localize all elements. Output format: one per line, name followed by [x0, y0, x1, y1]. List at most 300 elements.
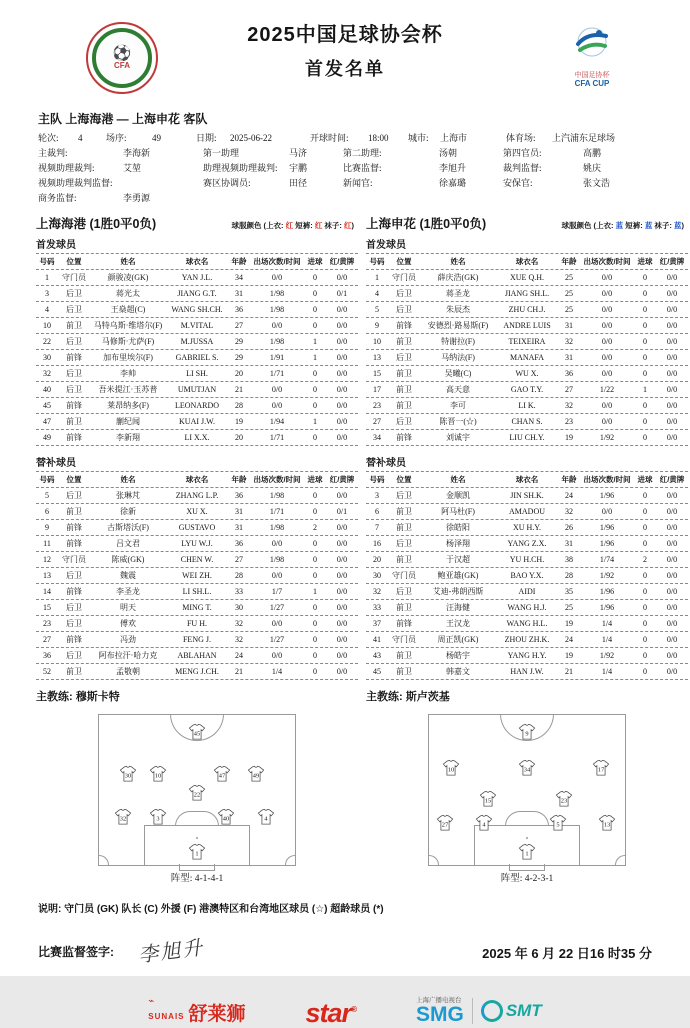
col-header: 进球 [307, 256, 323, 266]
cell-num: 14 [43, 586, 51, 596]
home-formation-pitch [98, 714, 296, 866]
cell-goals: 0 [313, 602, 317, 612]
cell-cards: 0/0 [666, 368, 678, 378]
col-header: 年龄 [231, 256, 247, 266]
player-row [36, 302, 358, 318]
cell-apps: 1/7 [271, 586, 283, 596]
player-shirt-3 [149, 809, 167, 825]
cell-goals: 0 [313, 554, 317, 564]
kit-label: 球服颜色 ( [231, 221, 267, 230]
cell-jersey: MENG J.CH. [175, 666, 219, 676]
col-header: 年龄 [561, 474, 577, 484]
cell-goals: 1 [313, 586, 317, 596]
cell-apps: 1/98 [269, 304, 285, 314]
cell-name: 吴曦(C) [444, 368, 472, 378]
cell-goals: 0 [643, 570, 647, 580]
cell-cards: 0/0 [666, 336, 678, 346]
cell-jersey: KUAI J.W. [179, 416, 215, 426]
svg-text:32: 32 [119, 815, 126, 823]
player-row [36, 286, 358, 302]
player-row [36, 334, 358, 350]
info-value: 李海新 [123, 148, 151, 158]
svg-text:47: 47 [219, 772, 226, 780]
info-value: 上海市 [440, 133, 468, 143]
info-value: 徐嘉璐 [439, 178, 467, 188]
cell-age: 25 [565, 288, 573, 298]
cell-num: 41 [373, 634, 381, 644]
info-label: 赛区协调员: [203, 178, 251, 188]
cell-goals: 1 [643, 384, 647, 394]
cell-num: 7 [375, 522, 379, 532]
cell-name: 汪海健 [446, 602, 470, 612]
smg-block [416, 997, 464, 1025]
cell-age: 26 [565, 522, 573, 532]
cell-pos: 后卫 [396, 538, 412, 548]
cell-num: 9 [375, 320, 379, 330]
cell-num: 5 [375, 304, 379, 314]
cell-goals: 2 [313, 522, 317, 532]
cell-jersey: HAN J.W. [510, 666, 544, 676]
cell-age: 36 [235, 304, 243, 314]
cell-cards: 0/0 [336, 368, 348, 378]
cell-cards: 0/0 [666, 490, 678, 500]
cell-apps: 1/96 [599, 490, 615, 500]
smt-wordmark: SMT [505, 1001, 542, 1020]
col-header: 位置 [66, 474, 82, 484]
cell-apps: 1/71 [269, 506, 285, 516]
cell-goals: 0 [313, 288, 317, 298]
cell-goals: 0 [643, 352, 647, 362]
cell-num: 5 [45, 490, 49, 500]
cell-cards: 0/0 [336, 416, 348, 426]
cell-num: 10 [43, 320, 51, 330]
info-label: 商务监督: [38, 193, 77, 203]
cell-jersey: WANG SH.CH. [171, 304, 223, 314]
cell-goals: 0 [643, 666, 647, 676]
cell-num: 37 [373, 618, 381, 628]
cell-pos: 前锋 [66, 634, 82, 644]
player-row [366, 350, 688, 366]
formation-prefix: 阵型: [170, 874, 193, 884]
cell-age: 25 [565, 272, 573, 282]
cell-num: 4 [375, 288, 379, 298]
svg-text:27: 27 [441, 821, 448, 829]
cell-cards: 0/0 [336, 586, 348, 596]
player-row [36, 270, 358, 286]
cell-num: 36 [43, 650, 51, 660]
cell-apps: 0/0 [601, 336, 613, 346]
page-title: 2025中国足球协会杯 [247, 24, 443, 46]
cell-goals: 0 [643, 432, 647, 442]
col-header: 姓名 [450, 256, 466, 266]
cell-goals: 0 [313, 432, 317, 442]
cell-cards: 0/1 [336, 288, 348, 298]
home-coach-label: 主教练: [36, 691, 73, 703]
cell-pos: 后卫 [66, 602, 82, 612]
cell-age: 19 [235, 416, 243, 426]
smt-circle-icon [481, 1000, 503, 1022]
kit-part-label: 短裤: [293, 221, 315, 230]
cell-apps: 1/96 [599, 602, 615, 612]
cell-jersey: M.VITAL [180, 320, 214, 330]
svg-text:49: 49 [252, 772, 259, 780]
cell-goals: 0 [643, 650, 647, 660]
player-shirt-10 [442, 760, 460, 776]
cell-apps: 1/98 [269, 490, 285, 500]
cell-jersey: YAN J.L. [181, 272, 213, 282]
cell-name: 莱昂纳多(F) [107, 400, 149, 410]
cell-goals: 0 [313, 490, 317, 500]
cell-age: 32 [565, 400, 573, 410]
player-row [36, 520, 358, 536]
cell-jersey: WU X. [515, 368, 539, 378]
cell-num: 3 [375, 490, 379, 500]
cell-cards: 0/0 [336, 554, 348, 564]
cell-cards: 0/0 [666, 618, 678, 628]
cell-age: 20 [235, 368, 243, 378]
cell-jersey: ZHANG L.P. [175, 490, 219, 500]
cell-apps: 0/0 [271, 570, 283, 580]
football-icon: ⚽ [112, 45, 132, 62]
home-starters-label: 首发球员 [36, 240, 76, 251]
cell-cards: 0/1 [336, 506, 348, 516]
cell-cards: 0/0 [336, 538, 348, 548]
away-formation-value: 4-2-3-1 [524, 874, 554, 884]
player-shirt-4 [475, 815, 493, 831]
info-label: 视频助理裁判: [38, 163, 95, 173]
info-label: 第四官员: [503, 148, 542, 158]
cup-ball-icon [572, 24, 612, 64]
cell-cards: 0/0 [666, 320, 678, 330]
kit-color-value: 蓝 [615, 221, 624, 230]
col-header: 号码 [39, 256, 55, 266]
sunais-en-text: SUNAIS [148, 1012, 185, 1021]
cell-goals: 0 [313, 384, 317, 394]
cell-age: 34 [235, 272, 243, 282]
matchup-line: 主队 上海海港 — 上海申花 客队 [38, 112, 208, 126]
info-value: 上汽浦东足球场 [552, 133, 616, 143]
cell-age: 35 [565, 586, 573, 596]
cell-name: 王汉龙 [446, 618, 470, 628]
cell-name: 于汉超 [446, 554, 470, 564]
cell-goals: 2 [643, 554, 647, 564]
cell-cards: 0/0 [666, 352, 678, 362]
info-label: 助理视频助理裁判: [203, 163, 278, 173]
cell-pos: 前锋 [66, 522, 82, 532]
cell-cards: 0/0 [336, 320, 348, 330]
info-label: 轮次: [38, 133, 59, 143]
player-row [366, 286, 688, 302]
cell-age: 21 [565, 666, 573, 676]
cell-jersey: XU X. [186, 506, 208, 516]
penalty-arc [505, 811, 549, 826]
player-row [366, 616, 688, 632]
cell-num: 45 [43, 400, 51, 410]
cell-apps: 1/98 [269, 336, 285, 346]
cell-num: 23 [43, 618, 51, 628]
cell-apps: 1/4 [601, 618, 613, 628]
cell-name: 蒋光太 [116, 288, 140, 298]
player-row [366, 568, 688, 584]
cell-name: 金顺凯 [446, 490, 470, 500]
smt-block [481, 1000, 542, 1022]
player-shirt-5 [549, 815, 567, 831]
cell-name: 李帅 [120, 368, 136, 378]
cell-goals: 0 [643, 304, 647, 314]
kit-part-label: 袜子: [652, 221, 674, 230]
info-value: 姚庆 [583, 163, 602, 173]
cell-name: 刘诚宇 [446, 432, 470, 442]
cell-apps: 1/4 [601, 666, 613, 676]
cell-name: 杨泽翔 [446, 538, 470, 548]
col-header: 姓名 [120, 256, 136, 266]
cell-jersey: LI K. [518, 400, 536, 410]
svg-text:5: 5 [556, 821, 560, 829]
cell-num: 32 [43, 368, 51, 378]
home-subs-label: 替补球员 [36, 458, 76, 469]
info-label: 第二助理: [343, 148, 382, 158]
corner-arc-right [615, 855, 625, 865]
cell-pos: 前锋 [66, 538, 82, 548]
away-formation-label [366, 870, 688, 884]
cfa-association-logo [86, 22, 158, 94]
player-shirt-10 [149, 766, 167, 782]
svg-text:3: 3 [156, 815, 160, 823]
cell-pos: 前锋 [396, 432, 412, 442]
cell-age: 32 [565, 336, 573, 346]
col-header: 位置 [66, 256, 82, 266]
player-row [36, 536, 358, 552]
cell-jersey: MING T. [182, 602, 212, 612]
svg-text:30: 30 [125, 772, 132, 780]
cell-jersey: LYU W.J. [181, 538, 213, 548]
cell-pos: 后卫 [396, 352, 412, 362]
cell-goals: 0 [313, 506, 317, 516]
info-value: 李勇源 [123, 193, 151, 203]
player-shirt-30 [119, 766, 137, 782]
cell-num: 33 [373, 602, 381, 612]
cell-cards: 0/0 [666, 384, 678, 394]
info-value: 宇鹏 [289, 163, 308, 173]
away-subs-table [366, 471, 688, 680]
svg-text:4: 4 [482, 821, 486, 829]
cell-num: 6 [45, 506, 49, 516]
cell-goals: 0 [313, 666, 317, 676]
cell-pos: 前锋 [66, 432, 82, 442]
cell-num: 4 [45, 304, 49, 314]
kit-color-value: 红 [285, 221, 294, 230]
cell-goals: 0 [643, 506, 647, 516]
cell-age: 31 [565, 538, 573, 548]
home-formation-label [36, 870, 358, 884]
formation-prefix: 阵型: [500, 874, 523, 884]
kit-close: ) [681, 221, 684, 230]
info-label: 城市: [408, 133, 429, 143]
cell-num: 9 [45, 522, 49, 532]
cell-apps: 0/0 [601, 416, 613, 426]
cell-goals: 0 [313, 634, 317, 644]
cell-jersey: XUE Q.H. [510, 272, 544, 282]
cell-goals: 0 [643, 368, 647, 378]
player-row [36, 600, 358, 616]
cell-goals: 0 [313, 618, 317, 628]
player-row [36, 366, 358, 382]
cell-jersey: ZHOU ZH.K. [504, 634, 550, 644]
player-row [366, 430, 688, 446]
cell-age: 32 [235, 634, 243, 644]
corner-arc-right [285, 855, 295, 865]
cell-num: 47 [43, 416, 51, 426]
svg-text:34: 34 [523, 766, 531, 774]
cell-goals: 0 [643, 586, 647, 596]
star-wordmark: star [305, 997, 352, 1028]
cell-pos: 后卫 [66, 490, 82, 500]
kit-color-value: 红 [314, 221, 323, 230]
home-formation-value: 4-1-4-1 [194, 874, 224, 884]
cell-jersey: YU H.CH. [509, 554, 545, 564]
kit-color-value: 蓝 [644, 221, 653, 230]
cell-cards: 0/0 [666, 288, 678, 298]
info-value: 李旭升 [439, 163, 467, 173]
cell-jersey: AIDI [518, 586, 536, 596]
cell-name: 薛庆浩(GK) [437, 272, 479, 282]
cell-name: 蒯纪闻 [116, 416, 140, 426]
away-coach-name: 斯卢茨基 [405, 691, 450, 703]
cell-goals: 1 [313, 416, 317, 426]
info-label: 主裁判: [38, 148, 68, 158]
corner-arc-left [429, 855, 439, 865]
cell-pos: 后卫 [66, 336, 82, 346]
col-header: 姓名 [450, 474, 466, 484]
svg-text:9: 9 [525, 730, 529, 738]
cell-age: 28 [565, 570, 573, 580]
player-shirt-45 [188, 724, 206, 740]
cell-name: 冯劲 [120, 634, 136, 644]
cell-apps: 1/96 [599, 586, 615, 596]
kit-label: 球服颜色 ( [561, 221, 597, 230]
cell-age: 33 [235, 586, 243, 596]
cell-pos: 前卫 [396, 506, 412, 516]
cell-apps: 1/27 [269, 634, 285, 644]
svg-text:10: 10 [447, 766, 454, 774]
player-row [36, 552, 358, 568]
kit-close: ) [351, 221, 354, 230]
cell-apps: 1/71 [269, 368, 285, 378]
penalty-spot [526, 837, 528, 839]
cell-num: 43 [373, 650, 381, 660]
cell-pos: 前锋 [396, 320, 412, 330]
cell-jersey: TEIXEIRA [508, 336, 546, 346]
cell-num: 20 [373, 554, 381, 564]
cell-goals: 0 [643, 416, 647, 426]
info-label: 体育场: [506, 133, 536, 143]
col-header: 进球 [637, 256, 653, 266]
sponsor-sunais [148, 998, 245, 1024]
svg-text:40: 40 [223, 815, 230, 823]
sunais-swoosh-icon: ⌁ [148, 996, 155, 1007]
cell-num: 32 [373, 586, 381, 596]
cell-apps: 0/0 [601, 272, 613, 282]
cell-num: 15 [43, 602, 51, 612]
cell-jersey: GABRIEL S. [175, 352, 219, 362]
smg-wordmark: SMG [415, 1003, 464, 1026]
col-header: 球衣名 [185, 256, 209, 266]
home-coach-line [36, 688, 358, 704]
cell-apps: 0/0 [601, 352, 613, 362]
cell-age: 31 [235, 522, 243, 532]
cell-pos: 后卫 [396, 586, 412, 596]
cell-cards: 0/0 [336, 522, 348, 532]
cell-age: 25 [565, 304, 573, 314]
info-value: 田径 [289, 178, 308, 188]
cell-cards: 0/0 [666, 570, 678, 580]
player-row [36, 488, 358, 504]
match-info [38, 131, 652, 206]
cell-goals: 0 [643, 336, 647, 346]
cell-num: 30 [373, 570, 381, 580]
cell-apps: 0/0 [271, 272, 283, 282]
col-header: 年龄 [561, 256, 577, 266]
col-header: 出场次数/时间 [583, 256, 631, 266]
page-subtitle: 首发名单 [305, 59, 385, 79]
cell-age: 19 [565, 618, 573, 628]
cell-pos: 后卫 [66, 650, 82, 660]
cell-jersey: LEONARDO [175, 400, 219, 410]
cell-apps: 0/0 [271, 384, 283, 394]
cell-jersey: FU H. [186, 618, 207, 628]
cell-jersey: CHAN S. [511, 416, 543, 426]
cell-pos: 后卫 [396, 490, 412, 500]
player-row [366, 318, 688, 334]
cell-jersey: ABLAHAN [177, 650, 217, 660]
cell-name: 王燊超(C) [110, 304, 146, 314]
info-label: 视频助理裁判监督: [38, 178, 113, 188]
cell-cards: 0/0 [336, 432, 348, 442]
kit-part-label: 短裤: [623, 221, 645, 230]
cell-jersey: LI SH.L. [182, 586, 212, 596]
cell-apps: 0/0 [271, 400, 283, 410]
player-row [36, 430, 358, 446]
cell-pos: 前卫 [396, 602, 412, 612]
cell-pos: 前卫 [396, 522, 412, 532]
col-header: 号码 [369, 474, 385, 484]
col-header: 位置 [396, 474, 412, 484]
home-team-name: 上海海港 (1胜0平0负) [36, 217, 157, 231]
player-row [36, 584, 358, 600]
cell-name: 吾米提江·玉苏普 [98, 384, 158, 394]
info-value: 艾堃 [123, 163, 142, 173]
info-label: 日期: [196, 133, 217, 143]
cell-cards: 0/0 [336, 304, 348, 314]
info-value: 18:00 [368, 133, 389, 143]
cell-pos: 前卫 [396, 554, 412, 564]
cell-pos: 后卫 [66, 304, 82, 314]
kit-part-label: 上衣: [596, 221, 616, 230]
player-row [366, 664, 688, 680]
cell-cards: 0/0 [336, 352, 348, 362]
cell-name: 颜骏凌(GK) [107, 272, 149, 282]
home-team-header [36, 214, 358, 232]
cell-name: 周正凯(GK) [437, 634, 479, 644]
cell-pos: 后卫 [66, 288, 82, 298]
home-team-column [36, 214, 358, 884]
cell-pos: 前卫 [396, 336, 412, 346]
home-starters-table [36, 253, 358, 446]
cfa-logo-text: CFA [114, 60, 130, 70]
sunais-cn-text: 舒莱狮 [188, 1004, 246, 1025]
sponsor-strip [0, 996, 690, 1028]
info-label: 新闻官: [343, 178, 373, 188]
